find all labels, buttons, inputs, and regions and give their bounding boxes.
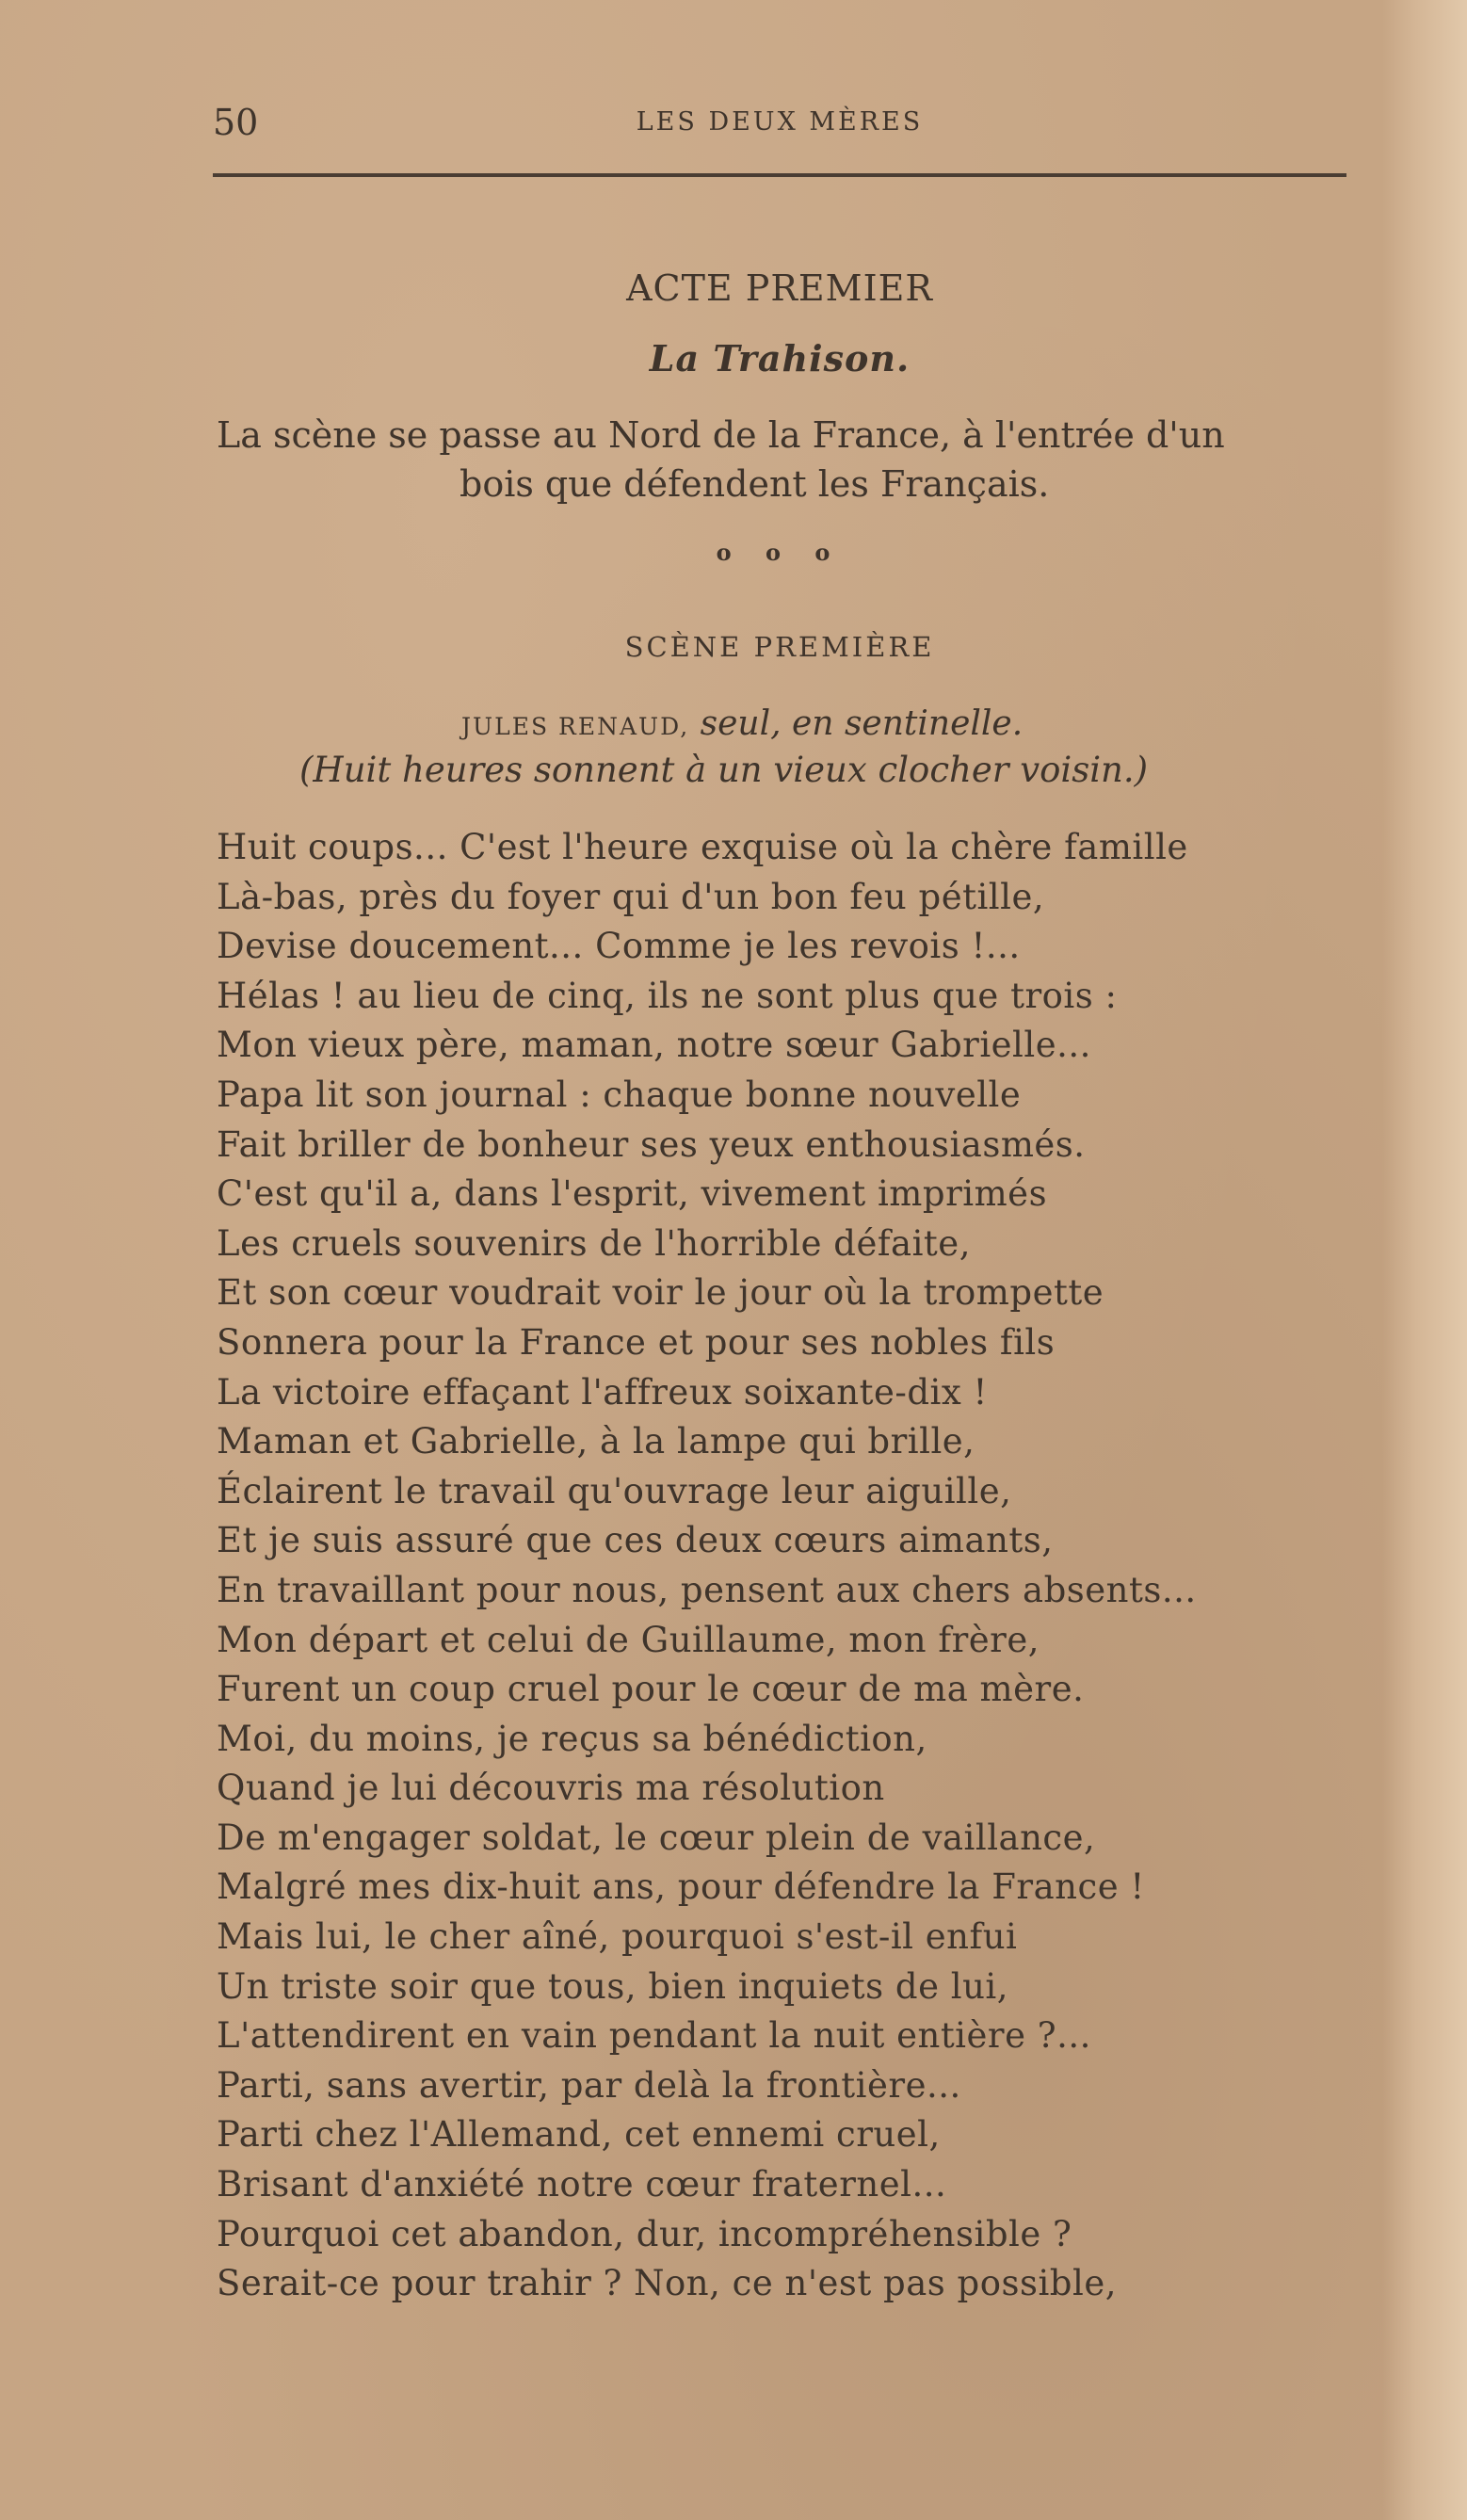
verse-line: Et son cœur voudrait voir le jour où la trompette bbox=[217, 1272, 1104, 1314]
verse-line: Éclairent le travail qu'ouvrage leur aiguille, bbox=[217, 1470, 1012, 1511]
page-header bbox=[213, 102, 1346, 143]
running-title: LES DEUX MÈRES bbox=[636, 107, 924, 137]
character-line bbox=[461, 704, 1023, 743]
section-ornament: o o o bbox=[716, 539, 844, 566]
verse-line: Pourquoi cet abandon, dur, incompréhensible ? bbox=[217, 2213, 1072, 2254]
verse-line: Papa lit son journal : chaque bonne nouvelle bbox=[217, 1074, 1022, 1115]
verse-line: Maman et Gabrielle, à la lampe qui brille, bbox=[217, 1421, 975, 1462]
verse-line: Mais lui, le cher aîné, pourquoi s'est-il enfui bbox=[217, 1916, 1018, 1958]
scene-title: SCÈNE PREMIÈRE bbox=[624, 631, 935, 663]
character-name: JULES RENAUD, bbox=[461, 713, 690, 740]
verse-line: Fait briller de bonheur ses yeux enthousiasmés. bbox=[217, 1123, 1086, 1165]
verse-line: Huit coups... C'est l'heure exquise où la chère famille bbox=[217, 827, 1188, 867]
verse-line: La victoire effaçant l'affreux soixante-dix ! bbox=[217, 1371, 988, 1413]
verse-line: De m'engager soldat, le cœur plein de vaillance, bbox=[217, 1817, 1096, 1858]
verse-line: Devise doucement... Comme je les revois !... bbox=[217, 926, 1021, 967]
verse-line: Parti chez l'Allemand, cet ennemi cruel, bbox=[217, 2114, 941, 2156]
verse-block bbox=[217, 823, 1346, 2309]
verse-line: Brisant d'anxiété notre cœur fraternel... bbox=[217, 2164, 947, 2205]
verse-line: Parti, sans avertir, par delà la frontière... bbox=[217, 2064, 961, 2106]
verse-line: Moi, du moins, je reçus sa bénédiction, bbox=[217, 1718, 927, 1759]
setting-line-1: La scène se passe au Nord de la France, à l'entrée d'un bbox=[217, 414, 1225, 456]
verse-line: Serait-ce pour trahir ? Non, ce n'est pas possible, bbox=[217, 2263, 1117, 2304]
setting-description bbox=[217, 411, 1362, 509]
verse-line: L'attendirent en vain pendant la nuit entière ?... bbox=[217, 2015, 1091, 2057]
act-title: ACTE PREMIER bbox=[626, 267, 933, 309]
time-stage-direction: (Huit heures sonnent à un vieux clocher voisin.) bbox=[299, 750, 1149, 790]
verse-line: Les cruels souvenirs de l'horrible défaite, bbox=[217, 1222, 971, 1264]
page-number: 50 bbox=[213, 102, 259, 143]
page-edge bbox=[1382, 0, 1467, 2520]
act-subtitle: La Trahison. bbox=[649, 337, 911, 380]
verse-line: Là-bas, près du foyer qui d'un bon feu pétille, bbox=[217, 876, 1045, 917]
verse-line: Mon vieux père, maman, notre sœur Gabrielle... bbox=[217, 1025, 1091, 1066]
verse-line: Et je suis assuré que ces deux cœurs aimants, bbox=[217, 1520, 1054, 1561]
verse-line: Mon départ et celui de Guillaume, mon frère, bbox=[217, 1619, 1040, 1660]
header-rule bbox=[213, 173, 1346, 177]
verse-line: En travaillant pour nous, pensent aux chers absents... bbox=[217, 1569, 1197, 1610]
verse-line: C'est qu'il a, dans l'esprit, vivement imprimés bbox=[217, 1173, 1048, 1215]
verse-line: Un triste soir que tous, bien inquiets de lui, bbox=[217, 1965, 1009, 2007]
verse-line: Quand je lui découvris ma résolution bbox=[217, 1768, 885, 1809]
stage-direction: seul, en sentinelle. bbox=[700, 704, 1024, 743]
verse-line: Malgré mes dix-huit ans, pour défendre la France ! bbox=[217, 1866, 1145, 1908]
verse-line: Furent un coup cruel pour le cœur de ma mère. bbox=[217, 1669, 1085, 1710]
verse-line: Hélas ! au lieu de cinq, ils ne sont plus que trois : bbox=[217, 975, 1118, 1016]
verse-line: Sonnera pour la France et pour ses nobles fils bbox=[217, 1321, 1056, 1363]
setting-line-2: bois que défendent les Français. bbox=[459, 463, 1050, 505]
